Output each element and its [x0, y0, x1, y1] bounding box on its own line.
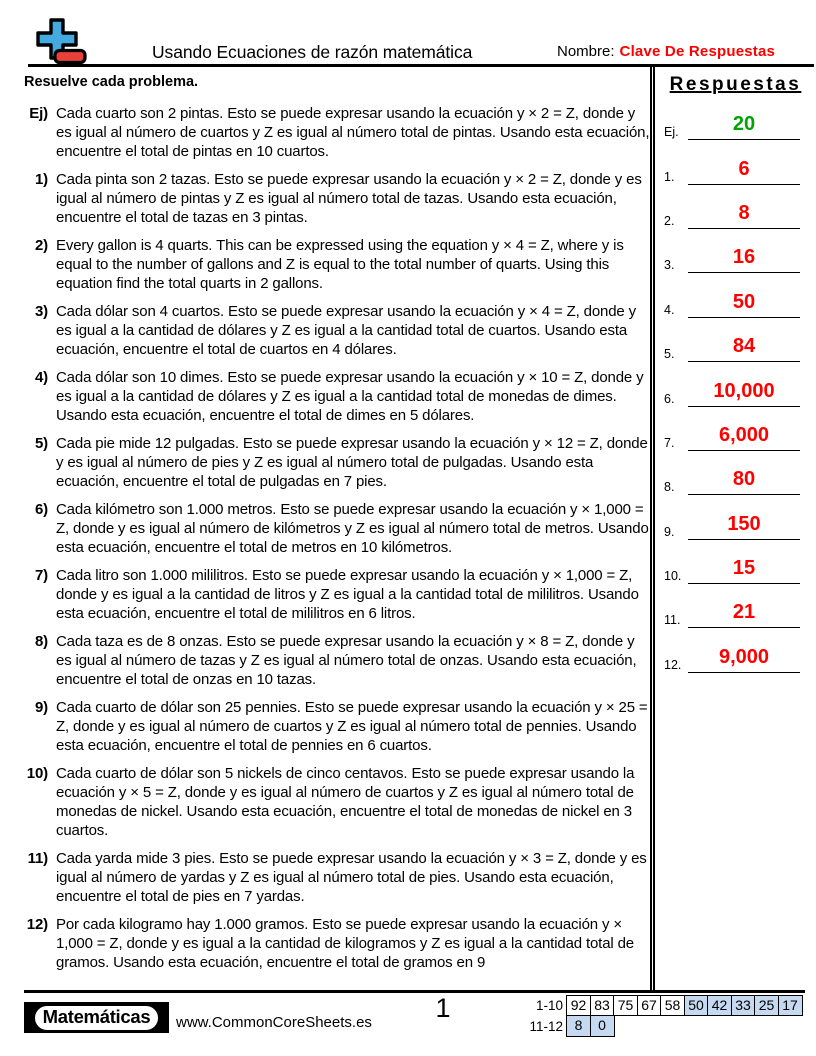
answer-row — [655, 639, 816, 673]
problem-number: 7) — [34, 567, 48, 584]
answer-label: 4. — [664, 303, 675, 317]
answer-value: 6,000 — [718, 424, 770, 446]
answer-value: 15 — [732, 557, 756, 579]
problem-text: Cada kilómetro son 1.000 metros. Esto se puede expresar usando la ecuación y × 1,000 = Z, donde y es igual al número de kilómetros y Z es igual al número total de metros. Usando esta ecuación, encuentre el total de metros en 10 kilómetros. — [56, 501, 649, 556]
score-cell: 33 — [731, 995, 756, 1016]
answer-blank-line — [688, 228, 800, 229]
answer-value: 21 — [732, 601, 756, 623]
problem-text: Cada dólar son 10 dimes. Esto se puede expresar usando la ecuación y × 10 = Z, donde y es igual a la cantidad de dólares y Z es igual a la cantidad total de monedas de dimes. Usando esta ecuación, encuentre el total de dimes en 5 dólares. — [56, 369, 644, 424]
answer-label: 8. — [664, 480, 675, 494]
problem-item — [22, 236, 650, 293]
plus-minus-logo-icon — [30, 17, 88, 66]
answer-row — [655, 550, 816, 584]
score-cell: 8 — [566, 1015, 591, 1038]
score-range-label: 11-12 — [529, 1019, 563, 1034]
answer-value: 84 — [732, 335, 756, 357]
name-row — [557, 43, 775, 60]
problem-item — [22, 368, 650, 425]
answer-key-label: Clave De Respuestas — [619, 43, 776, 60]
problem-text: Cada cuarto son 2 pintas. Esto se puede expresar usando la ecuación y × 2 = Z, donde y es igual al número de cuartos y Z es igual al número total de pintas. Usando esta ecuación, encuentre el total de pintas en 10 cuartos. — [56, 105, 650, 160]
problem-number: 10) — [26, 765, 48, 782]
answer-value: 6 — [738, 158, 750, 180]
answer-label: 6. — [664, 392, 675, 406]
problem-text: Cada pie mide 12 pulgadas. Esto se puede expresar usando la ecuación y × 12 = Z, donde y es igual al número de pies y Z es igual al número total de pulgadas. Usando esta ecuación, encuentre el total de pulgadas en 7 pies. — [56, 435, 648, 490]
page-number: 1 — [435, 993, 451, 1023]
problem-number: 4) — [34, 369, 48, 386]
answer-row — [655, 373, 816, 407]
score-cell: 0 — [590, 1015, 615, 1038]
answer-label: 10. — [664, 569, 682, 583]
answer-blank-line — [688, 494, 800, 495]
score-cell: 58 — [660, 995, 685, 1016]
problem-number: 2) — [34, 237, 48, 254]
problem-item — [22, 915, 650, 972]
problem-text: Cada dólar son 4 cuartos. Esto se puede expresar usando la ecuación y × 4 = Z, donde y es igual a la cantidad de dólares y Z es igual a la cantidad total de cuartos. Usando esta ecuación, encuentre el total de cuartos en 4 dólares. — [56, 303, 636, 358]
problem-text: Por cada kilogramo hay 1.000 gramos. Esto se puede expresar usando la ecuación y × 1,000 = Z, donde y es igual a la cantidad de kilogramos y Z es igual a la cantidad total de gramos. Usando esta ecuación, encuentre el total de gramos en 9 — [56, 916, 634, 971]
score-cell: 42 — [707, 995, 732, 1016]
answer-value: 20 — [732, 113, 756, 135]
score-cell: 83 — [590, 995, 615, 1016]
answer-row — [655, 417, 816, 451]
problem-text: Cada cuarto de dólar son 5 nickels de cinco centavos. Esto se puede expresar usando la ecuación y × 5 = Z, donde y es igual al número de cuartos y Z es igual al número total de monedas de nickel. Usando esta ecuación, encuentre el total de monedas de nickel en 3 cuartos. — [56, 765, 635, 839]
answer-row — [655, 594, 816, 628]
instructions: Resuelve cada problema. — [24, 74, 199, 90]
answer-row — [655, 284, 816, 318]
answer-blank-line — [688, 672, 800, 673]
brand-box — [24, 1002, 169, 1033]
problem-number: 3) — [34, 303, 48, 320]
answers-title: Respuestas — [669, 74, 802, 95]
problem-text: Every gallon is 4 quarts. This can be expressed using the equation y × 4 = Z, where y is equal to the number of gallons and Z is equal to the total number of quarts. Using this equation find the total quarts in 2 gallons. — [56, 237, 624, 292]
answer-row — [655, 239, 816, 273]
score-cell: 17 — [778, 995, 803, 1016]
brand-label: Matemáticas — [33, 1004, 161, 1032]
problem-number: 1) — [34, 171, 48, 188]
answer-value: 8 — [738, 202, 750, 224]
problem-text: Cada litro son 1.000 mililitros. Esto se puede expresar usando la ecuación y × 1,000 = Z, donde y es igual a la cantidad de litros y Z es igual a la cantidad total de mililitros. Usando esta ecuación, encuentre el total de mililitros en 6 litros. — [56, 567, 639, 622]
problem-list — [22, 104, 650, 972]
answer-label: 1. — [664, 170, 675, 184]
answer-blank-line — [688, 272, 800, 273]
answer-row — [655, 151, 816, 185]
answer-value: 150 — [727, 513, 761, 535]
website-text: www.CommonCoreSheets.es — [176, 1014, 372, 1031]
answer-label: 9. — [664, 525, 675, 539]
problem-number: 5) — [34, 435, 48, 452]
answer-row — [655, 461, 816, 495]
answer-blank-line — [688, 139, 800, 140]
answer-blank-line — [688, 450, 800, 451]
problem-number: 9) — [34, 699, 48, 716]
problem-item — [22, 500, 650, 557]
problem-text: Cada yarda mide 3 pies. Esto se puede expresar usando la ecuación y × 3 = Z, donde y es igual al número de yardas y Z es igual al número total de pies. Usando esta ecuación, encuentre el total de pies en 7 yardas. — [56, 850, 647, 905]
problem-item — [22, 849, 650, 906]
score-row — [519, 1016, 803, 1037]
answer-blank-line — [688, 539, 800, 540]
problem-number: Ej) — [29, 105, 48, 122]
answer-row — [655, 195, 816, 229]
problems-column — [22, 66, 650, 990]
score-range-label: 1-10 — [535, 998, 563, 1013]
answer-blank-line — [688, 583, 800, 584]
answer-label: 3. — [664, 258, 675, 272]
answer-row — [655, 506, 816, 540]
problem-text: Cada pinta son 2 tazas. Esto se puede expresar usando la ecuación y × 2 = Z, donde y es igual al número de pintas y Z es igual al número total de tazas. Usando esta ecuación, encuentre el total de tazas en 3 pintas. — [56, 171, 642, 226]
problem-text: Cada taza es de 8 onzas. Esto se puede expresar usando la ecuación y × 8 = Z, donde y es igual al número de tazas y Z es igual al número total de onzas. Usando esta ecuación, encuentre el total de onzas en 10 tazas. — [56, 633, 637, 688]
problem-number: 11) — [27, 850, 48, 867]
problem-text: Cada cuarto de dólar son 25 pennies. Esto se puede expresar usando la ecuación y × 25 = Z, donde y es igual al número de cuartos y Z es igual al número total de pennies. Usando esta ecuación, encuentre el total de pennies en 6 cuartos. — [56, 699, 648, 754]
answer-blank-line — [688, 317, 800, 318]
answer-label: 11. — [664, 613, 681, 627]
answers-column — [650, 66, 816, 990]
problem-item — [22, 302, 650, 359]
score-cell: 25 — [754, 995, 779, 1016]
answer-row — [655, 328, 816, 362]
score-table — [519, 995, 803, 1037]
answer-value: 50 — [732, 291, 756, 313]
score-cell: 50 — [684, 995, 709, 1016]
name-label: Nombre: — [557, 43, 615, 60]
answer-value: 10,000 — [713, 380, 775, 402]
problem-number: 6) — [34, 501, 48, 518]
problem-item — [22, 104, 650, 161]
problem-item — [22, 698, 650, 755]
score-cell: 67 — [637, 995, 662, 1016]
problem-item — [22, 566, 650, 623]
answer-value: 9,000 — [718, 646, 770, 668]
answer-blank-line — [688, 184, 800, 185]
problem-item — [22, 764, 650, 840]
problem-number: 8) — [34, 633, 48, 650]
problem-item — [22, 170, 650, 227]
answer-blank-line — [688, 627, 800, 628]
score-cell: 92 — [566, 995, 591, 1016]
problem-item — [22, 434, 650, 491]
answer-blank-line — [688, 406, 800, 407]
worksheet-title: Usando Ecuaciones de razón matemática — [152, 42, 473, 62]
problem-item — [22, 632, 650, 689]
problem-number: 12) — [26, 916, 48, 933]
answer-row — [655, 106, 816, 140]
answer-label: 2. — [664, 214, 675, 228]
answer-blank-line — [688, 361, 800, 362]
score-cell: 75 — [613, 995, 638, 1016]
answer-label: 5. — [664, 347, 675, 361]
answer-value: 16 — [732, 246, 756, 268]
answer-label: 7. — [664, 436, 675, 450]
score-row — [519, 995, 803, 1016]
answer-label: 12. — [664, 658, 682, 672]
answer-label: Ej. — [664, 125, 679, 139]
answer-value: 80 — [732, 468, 756, 490]
